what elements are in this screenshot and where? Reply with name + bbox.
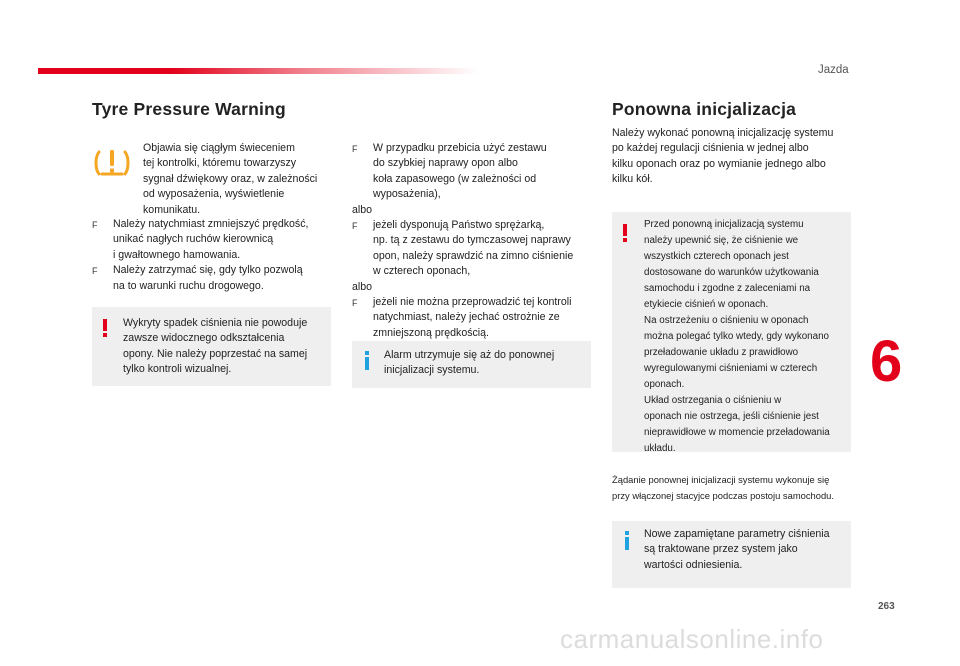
- info-icon: [625, 531, 629, 550]
- reinit-intro-text: Należy wykonać ponowną inicjalizację systemu po każdej regulacji ciśnienia w jednej albo kilku oponach oraz po wymianie jednego albo kilku kół.: [612, 127, 834, 186]
- info-text: Alarm utrzymuje się aż do ponownej inicjalizacji systemu.: [384, 349, 555, 377]
- chapter-name: Jazda: [818, 64, 849, 76]
- intro-text: Objawia się ciągłym świeceniem tej kontrolki, któremu towarzyszy sygnał dźwiękowy oraz, w zależności od wyposażenia, wyświetlenie komunikatu.: [143, 142, 318, 216]
- info-box-middle: [352, 341, 591, 388]
- info-icon: [365, 351, 369, 370]
- section-title-reinitialisation: Ponowna inicjalizacja: [612, 99, 797, 119]
- watermark: carmanualsonline.info: [560, 624, 824, 654]
- info-box-right: [612, 521, 851, 588]
- exclamation-icon: [623, 224, 627, 242]
- warning-box-left: [92, 307, 331, 386]
- warning-box-right: [612, 212, 851, 452]
- list-item: F jeżeli nie można przeprowadzić tej kontroli natychmiast, należy jechać ostrożnie ze zmniejszoną prędkością.: [352, 296, 572, 339]
- reinit-note-text: Żądanie ponownej inicjalizacji systemu wykonuje się przy włączonej stacyjce podczas postoju samochodu.: [612, 474, 834, 501]
- exclamation-icon: [103, 319, 107, 337]
- list-item: F jeżeli dysponują Państwo sprężarką, np. tą z zestawu do tymczasowej naprawy opon, należy sprawdzić na zimno ciśnienie w czterech oponach,: [352, 219, 574, 278]
- or-label: albo: [352, 203, 373, 216]
- or-label: albo: [352, 280, 373, 293]
- info-text: Nowe zapamiętane parametry ciśnienia są traktowane przez system jako wartości odniesienia.: [644, 528, 830, 571]
- section-title-tyre-pressure: Tyre Pressure Warning: [92, 99, 286, 119]
- action-list: [92, 217, 342, 294]
- list-item: F W przypadku przebicia użyć zestawu do szybkiej naprawy opon albo koła zapasowego (w zależności od wyposażenia),: [352, 142, 547, 201]
- list-item: F Należy natychmiast zmniejszyć prędkość, unikać nagłych ruchów kierownicą i gwałtownego hamowania.: [92, 218, 309, 261]
- page-number: 263: [878, 601, 895, 612]
- header-accent-bar: [38, 68, 478, 74]
- tyre-pressure-warning-icon: [92, 143, 132, 183]
- chapter-number: 6: [870, 329, 903, 394]
- warning-text: Przed ponowną inicjalizacją systemu należy upewnić się, że ciśnienie we wszystkich czterech oponach jest dostosowane do warunków użytkowania samochodu i zgodne z zaleceniami na etykiecie ciśnień w oponach. Na ostrzeżeniu o ciśnieniu w oponach można polegać tylko wtedy, gdy wykonano przeładowanie układu z prawidłowo wyregulowanymi ciśnieniami w czterech oponach. Układ ostrzegania o ciśnieniu w oponach nie ostrzega, jeśli ciśnienie jest nieprawidłowe w momencie przeładowania układu.: [644, 219, 830, 454]
- list-item: F Należy zatrzymać się, gdy tylko pozwolą na to warunki ruchu drogowego.: [92, 264, 303, 292]
- warning-text: Wykryty spadek ciśnienia nie powoduje zawsze widocznego odkształcenia opony. Nie należy poprzestać na samej tylko kontroli wizualnej.: [123, 317, 308, 376]
- middle-action-list: [352, 141, 597, 341]
